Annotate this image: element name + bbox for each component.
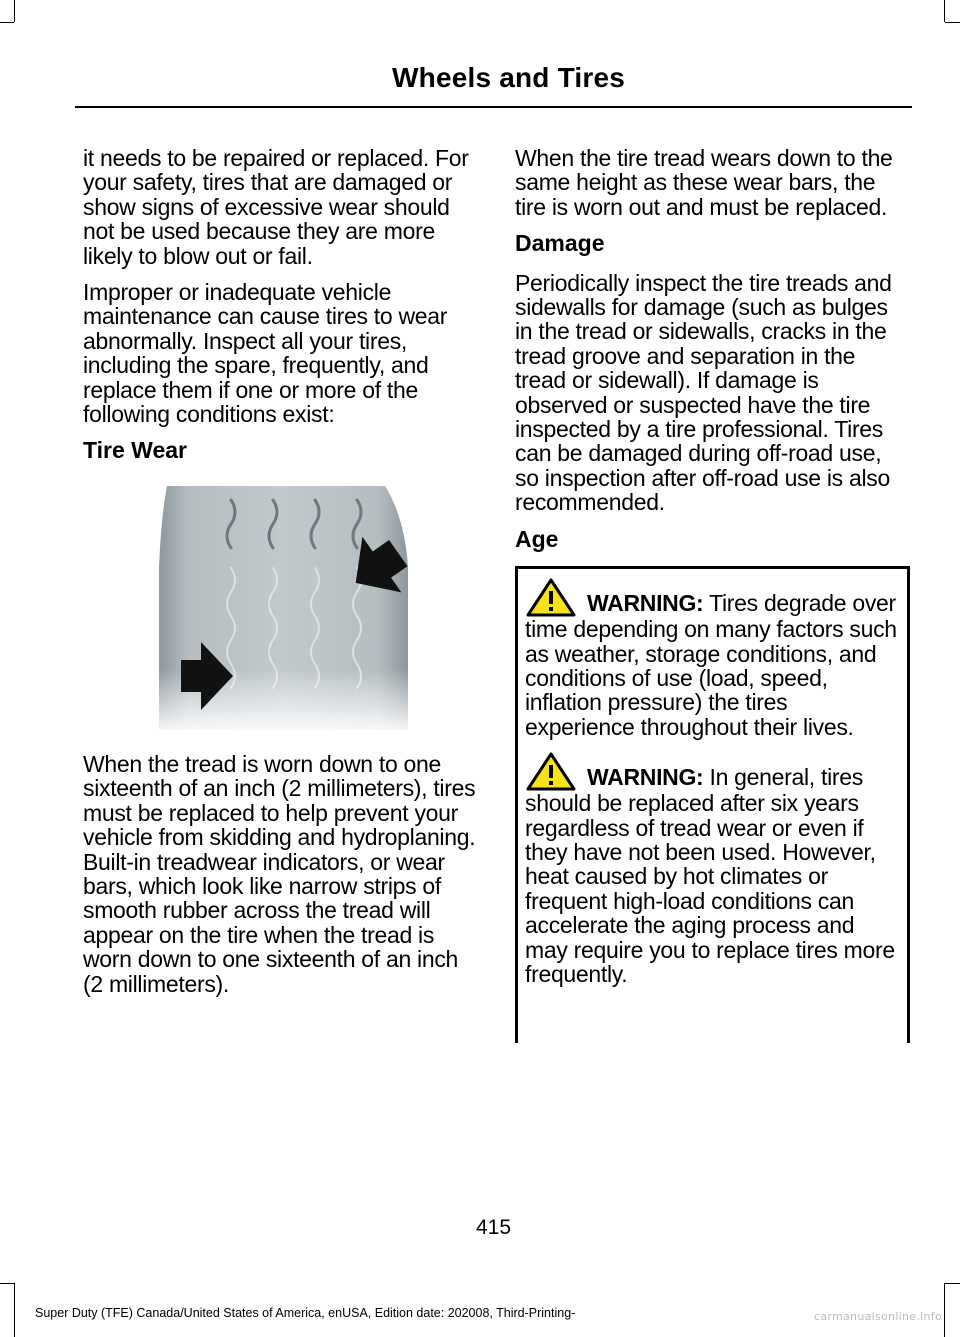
crop-mark-top-left-h — [0, 22, 14, 23]
warning-triangle-icon — [525, 751, 577, 791]
warning-triangle-icon — [525, 577, 577, 617]
heading-damage: Damage — [515, 230, 605, 257]
crop-mark-bottom-left-h — [0, 1283, 14, 1284]
left-paragraph-3: When the tread is worn down to one sixteenth of an inch (2 millimeters), tires must be replaced to help prevent your vehicle from skidding and hydroplaning. Built-in treadwear indicators, or wear bars, which look like narrow strips of smooth rubber across the tread will appear on the tire when the tread is worn down to one sixteenth of an inch (2 millimeters). — [83, 750, 476, 997]
page-header-title: Wheels and Tires — [392, 62, 625, 93]
tread-illustration — [83, 478, 414, 730]
crop-mark-bottom-right-h — [945, 1283, 960, 1284]
watermark-logo: carmanualsonline.info — [813, 1310, 942, 1323]
crop-mark-top-right — [944, 0, 945, 22]
right-paragraph-2: Periodically inspect the tire treads and sidewalls for damage (such as bulges in the tread or sidewalls, cracks in the tread groove and separation in the tread or sidewall). If damage is observed or suspected have the tire inspected by a tire professional. Tires can be damaged during off-road use, so inspection after off-road use is also recommended. — [515, 269, 892, 516]
heading-tire-wear: Tire Wear — [83, 437, 187, 464]
warning-2 — [525, 751, 901, 986]
warning-1-label: WARNING: — [587, 590, 704, 617]
right-column — [515, 146, 910, 1043]
warning-2-text: In general, tires should be replaced after six years regardless of tread wear or even if they have not been used. However, heat caused by hot climates or frequent high-load conditions can accelerate the aging process and may require you to replace tires more frequently. — [525, 764, 895, 987]
crop-mark-top-right-h — [945, 22, 960, 23]
tread-wear-bars-figure — [83, 478, 414, 730]
heading-age: Age — [515, 525, 559, 552]
crop-mark-bottom-right — [944, 1283, 945, 1337]
crop-mark-bottom-left — [14, 1283, 15, 1337]
warning-1 — [525, 577, 901, 739]
header-rule — [75, 106, 912, 108]
warning-box — [515, 566, 910, 1043]
warning-2-label: WARNING: — [587, 764, 704, 791]
warning-1-text: Tires degrade over time depending on many factors such as weather, storage conditions, and conditions of use (load, speed, inflation pressure) the tires experience throughout their lives. — [525, 590, 897, 740]
right-paragraph-1: When the tire tread wears down to the same height as these wear bars, the tire is worn out and must be replaced. — [515, 145, 893, 220]
page-number: 415 — [475, 1216, 512, 1239]
left-paragraph-2: Improper or inadequate vehicle maintenance can cause tires to wear abnormally. Inspect all your tires, including the spare, frequently, and replace them if one or more of the following conditions exist: — [83, 279, 448, 428]
crop-mark-top-left — [14, 0, 15, 22]
left-paragraph-1: it needs to be repaired or replaced. For your safety, tires that are damaged or show signs of excessive wear should not be used because they are more likely to blow out or fail. — [83, 145, 469, 269]
left-column — [83, 146, 483, 1008]
footer-edition-info: Super Duty (TFE) Canada/United States of America, enUSA, Edition date: 202008, Third-Printing- — [35, 1306, 576, 1320]
